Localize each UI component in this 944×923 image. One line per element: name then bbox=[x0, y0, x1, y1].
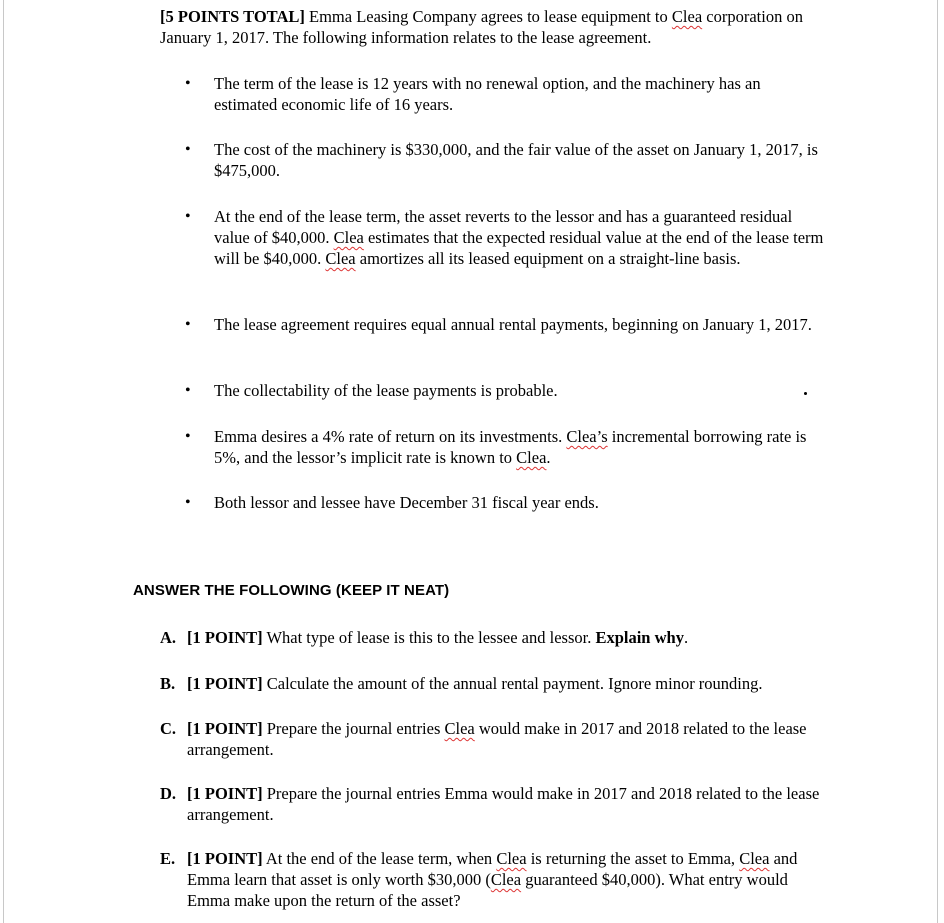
question-text: Calculate the amount of the annual rental payment. Ignore minor rounding. bbox=[262, 674, 763, 693]
spellcheck-word: Clea bbox=[496, 849, 527, 868]
list-item bbox=[185, 492, 824, 513]
intro-text-part1: Emma Leasing Company agrees to lease equipment to bbox=[304, 7, 672, 26]
question-letter: B. bbox=[160, 674, 176, 693]
question-text: What type of lease is this to the lessee and lessor. bbox=[262, 628, 596, 647]
question-text: Prepare the journal entries Emma would make in 2017 and 2018 related to the lease arrangement. bbox=[187, 784, 820, 824]
bullet-text: Both lessor and lessee have December 31 fiscal year ends. bbox=[214, 493, 599, 512]
bullet-marker: • bbox=[185, 316, 191, 333]
page-right-edge bbox=[937, 0, 938, 923]
question-text: is returning the asset to Emma, bbox=[526, 849, 740, 868]
page-left-edge bbox=[3, 0, 4, 923]
spellcheck-word: Clea bbox=[444, 719, 475, 738]
list-item bbox=[185, 206, 824, 269]
spellcheck-word: Clea bbox=[325, 249, 356, 268]
bullet-text-part: Emma desires a 4% rate of return on its investments. bbox=[214, 427, 567, 446]
question-text: would make in 2017 and 2018 related to the lease arrangement. bbox=[187, 719, 807, 759]
question-text: At the end of the lease term, when bbox=[262, 849, 497, 868]
bullet-marker: • bbox=[185, 382, 191, 399]
question-text: Prepare the journal entries bbox=[262, 719, 445, 738]
bullet-marker: • bbox=[185, 494, 191, 511]
bullet-text-part: estimates that the expected residual value at the end of the lease term will be $40,000. bbox=[214, 228, 824, 268]
question-d bbox=[160, 783, 832, 825]
points-total-tag: [5 POINTS TOTAL] bbox=[160, 7, 305, 26]
question-letter: A. bbox=[160, 628, 177, 647]
question-text: guaranteed $40,000). What entry would Emma make upon the return of the asset? bbox=[187, 870, 788, 910]
spellcheck-word: Clea’s bbox=[566, 427, 608, 446]
list-item bbox=[185, 380, 824, 401]
bullet-text bbox=[214, 207, 823, 268]
intro-paragraph bbox=[160, 6, 850, 48]
question-letter: E. bbox=[160, 849, 176, 868]
question-points: [1 POINT] bbox=[187, 719, 263, 738]
bullet-text: The cost of the machinery is $330,000, and the fair value of the asset on January 1, 2017, is $475,000. bbox=[214, 140, 818, 180]
intro-text-part2: corporation on January 1, 2017. The following information relates to the lease agreement. bbox=[160, 7, 803, 47]
bullet-text-part: . bbox=[546, 448, 551, 467]
stray-dot-mark bbox=[804, 392, 807, 395]
bullet-text: The term of the lease is 12 years with no renewal option, and the machinery has an estimated economic life of 16 years. bbox=[214, 74, 761, 114]
bullet-marker: • bbox=[185, 141, 191, 158]
spellcheck-word: Clea bbox=[739, 849, 770, 868]
question-c bbox=[160, 718, 832, 760]
bullet-marker: • bbox=[185, 428, 191, 445]
question-emphasis: Explain why bbox=[595, 628, 684, 647]
list-item bbox=[185, 73, 824, 115]
question-points: [1 POINT] bbox=[187, 628, 263, 647]
question-b bbox=[160, 673, 832, 694]
bullet-marker: • bbox=[185, 208, 191, 225]
question-points: [1 POINT] bbox=[187, 784, 263, 803]
question-tail: . bbox=[683, 628, 689, 647]
list-item bbox=[185, 426, 824, 468]
bullet-text: The collectability of the lease payments is probable. bbox=[214, 381, 558, 400]
bullet-text-part: amortizes all its leased equipment on a straight-line basis. bbox=[355, 249, 741, 268]
bullet-text bbox=[214, 427, 806, 467]
spellcheck-word: Clea bbox=[490, 870, 522, 889]
question-points: [1 POINT] bbox=[187, 674, 263, 693]
question-letter: C. bbox=[160, 719, 177, 738]
list-item bbox=[185, 139, 824, 181]
bullet-marker: • bbox=[185, 75, 191, 92]
list-item bbox=[185, 314, 824, 335]
spellcheck-word: Clea bbox=[333, 228, 364, 247]
spellcheck-word: Clea bbox=[516, 448, 547, 467]
question-e bbox=[160, 848, 832, 911]
question-letter: D. bbox=[160, 784, 177, 803]
section-heading: ANSWER THE FOLLOWING (KEEP IT NEAT) bbox=[133, 582, 450, 599]
question-text: and Emma learn that asset is only worth $30,000 ( bbox=[187, 849, 798, 889]
bullet-text-part: At the end of the lease term, the asset reverts to the lessor and has a guaranteed residual value of $40,000. bbox=[214, 207, 793, 247]
bullet-text: The lease agreement requires equal annual rental payments, beginning on January 1, 2017. bbox=[214, 315, 812, 334]
bullet-text-part: incremental borrowing rate is 5%, and the lessor’s implicit rate is known to bbox=[214, 427, 807, 467]
question-points: [1 POINT] bbox=[187, 849, 263, 868]
spellcheck-word: Clea bbox=[671, 7, 703, 26]
question-a bbox=[160, 627, 832, 648]
